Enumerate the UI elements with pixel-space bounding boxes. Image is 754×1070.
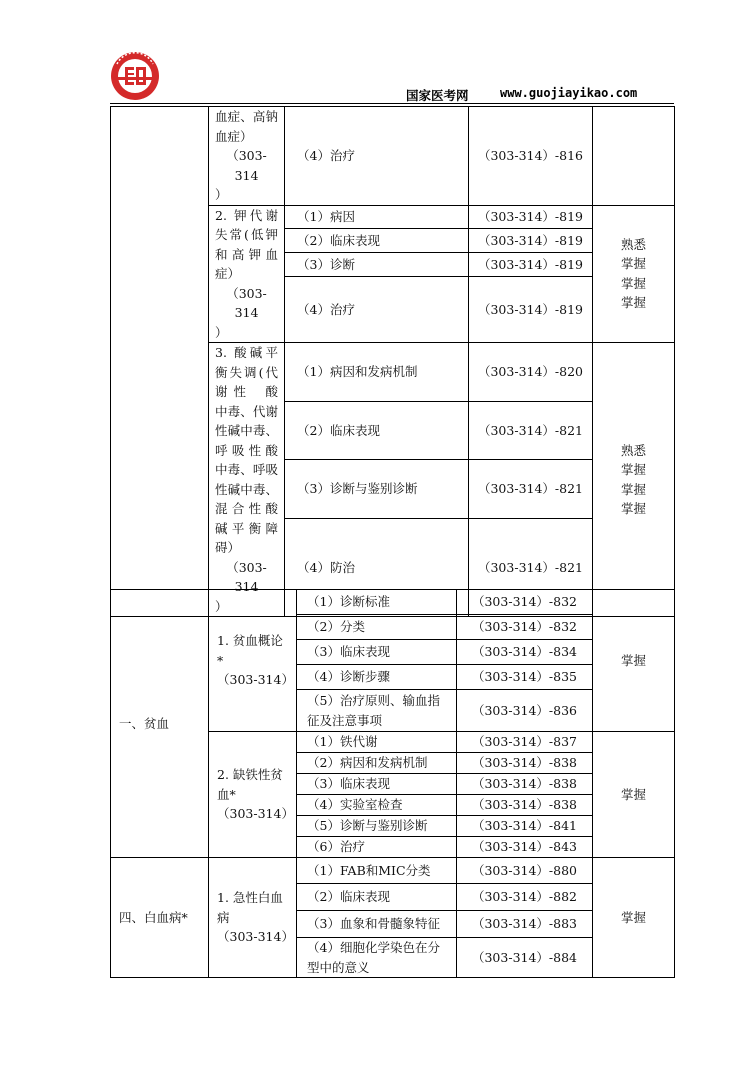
requirement-level: 掌握	[593, 732, 675, 858]
page-reference: （303-314）-832	[457, 590, 593, 615]
item-label: （2）临床表现	[285, 229, 469, 253]
item-label: （5）诊断与鉴别诊断	[297, 816, 457, 837]
item-label: （1）病因和发病机制	[285, 343, 469, 402]
item-label: （4）实验室检查	[297, 795, 457, 816]
page-reference: （303-314）-882	[457, 884, 593, 911]
subtopic-iron-deficiency-anemia: 2. 缺铁性贫 血* （303-314）	[209, 732, 297, 858]
item-label: （2）分类	[297, 615, 457, 640]
item-label: （4）治疗	[285, 277, 469, 343]
page-reference: （303-314）-838	[457, 774, 593, 795]
page-reference: （303-314）-819	[469, 253, 593, 277]
page-reference: （303-314）-821	[469, 401, 593, 460]
syllabus-table	[110, 589, 675, 978]
item-label: （1）FAB和MIC分类	[297, 858, 457, 884]
item-label: （1）诊断标准	[297, 590, 457, 615]
item-label: （3）诊断	[285, 253, 469, 277]
item-label: （3）临床表现	[297, 640, 457, 665]
page-reference: （303-314）-819	[469, 205, 593, 229]
item-label: （3）诊断与鉴别诊断	[285, 460, 469, 519]
item-label: （4）诊断步骤	[297, 665, 457, 690]
item-label: （5）治疗原则、输血指 征及注意事项	[297, 690, 457, 732]
category-anemia: 一、贫血	[111, 590, 209, 858]
table-row	[111, 107, 675, 206]
page-reference: （303-314）-843	[457, 837, 593, 858]
requirement-level: 掌握	[593, 590, 675, 732]
page-reference: （303-314）-821	[469, 518, 593, 616]
subtopic-potassium-disorder: 2. 钾代谢 失常(低钾 和 高 钾 血 症） （303-314 ）	[209, 205, 285, 343]
item-label: （4）细胞化学染色在分 型中的意义	[297, 938, 457, 978]
page-reference: （303-314）-821	[469, 460, 593, 519]
item-label: （3）临床表现	[297, 774, 457, 795]
page-reference: （303-314）-880	[457, 858, 593, 884]
site-url[interactable]: www.guojiayikao.com	[500, 86, 638, 100]
item-label: （2）病因和发病机制	[297, 753, 457, 774]
subtopic-acid-base-disorder: 3. 酸碱平 衡失调(代 谢 性 酸 中毒、代谢 性碱中毒、 呼 吸 性 酸 中毒、呼吸 性碱中毒、 混 合 性 酸 碱 平 衡 障 碍） （303-314 ）	[209, 343, 285, 617]
page-reference: （303-314）-884	[457, 938, 593, 978]
item-label: （6）治疗	[297, 837, 457, 858]
subtopic-anemia-overview: 1. 贫血概论 * （303-314）	[209, 590, 297, 732]
item-label: （3）血象和骨髓象特征	[297, 911, 457, 938]
item-label: （4）防治	[285, 518, 469, 616]
item-label: （2）临床表现	[285, 401, 469, 460]
level-cell-empty	[593, 107, 675, 206]
page-reference: （303-314）-835	[457, 665, 593, 690]
subtopic-sodium-disorder: 血症、高钠 血症） （303-314 ）	[209, 107, 285, 206]
page-reference: （303-314）-819	[469, 277, 593, 343]
category-cell-empty	[111, 107, 209, 617]
table-row	[111, 858, 675, 884]
page-reference: （303-314）-832	[457, 615, 593, 640]
item-label: （4）治疗	[285, 107, 469, 206]
site-name: 国家医考网	[406, 88, 469, 103]
requirement-level: 熟悉 掌握 掌握 掌握	[593, 205, 675, 343]
page-reference: （303-314）-836	[457, 690, 593, 732]
category-leukemia: 四、白血病*	[111, 858, 209, 978]
page-reference: （303-314）-838	[457, 795, 593, 816]
header-divider	[110, 103, 674, 104]
requirement-level: 熟悉 掌握 掌握 掌握	[593, 343, 675, 617]
medical-exam-logo-icon	[109, 50, 161, 102]
page-reference: （303-314）-883	[457, 911, 593, 938]
item-label: （1）铁代谢	[297, 732, 457, 753]
page-reference: （303-314）-834	[457, 640, 593, 665]
item-label: （2）临床表现	[297, 884, 457, 911]
item-label: （1）病因	[285, 205, 469, 229]
page-reference: （303-314）-819	[469, 229, 593, 253]
page-reference: （303-314）-841	[457, 816, 593, 837]
page-reference: （303-314）-820	[469, 343, 593, 402]
table-row	[111, 590, 675, 615]
requirement-level: 掌握	[593, 858, 675, 978]
syllabus-table-continued	[110, 106, 675, 617]
page-reference: （303-314）-837	[457, 732, 593, 753]
page-reference: （303-314）-816	[469, 107, 593, 206]
page-reference: （303-314）-838	[457, 753, 593, 774]
subtopic-acute-leukemia: 1. 急性白血 病 （303-314）	[209, 858, 297, 978]
